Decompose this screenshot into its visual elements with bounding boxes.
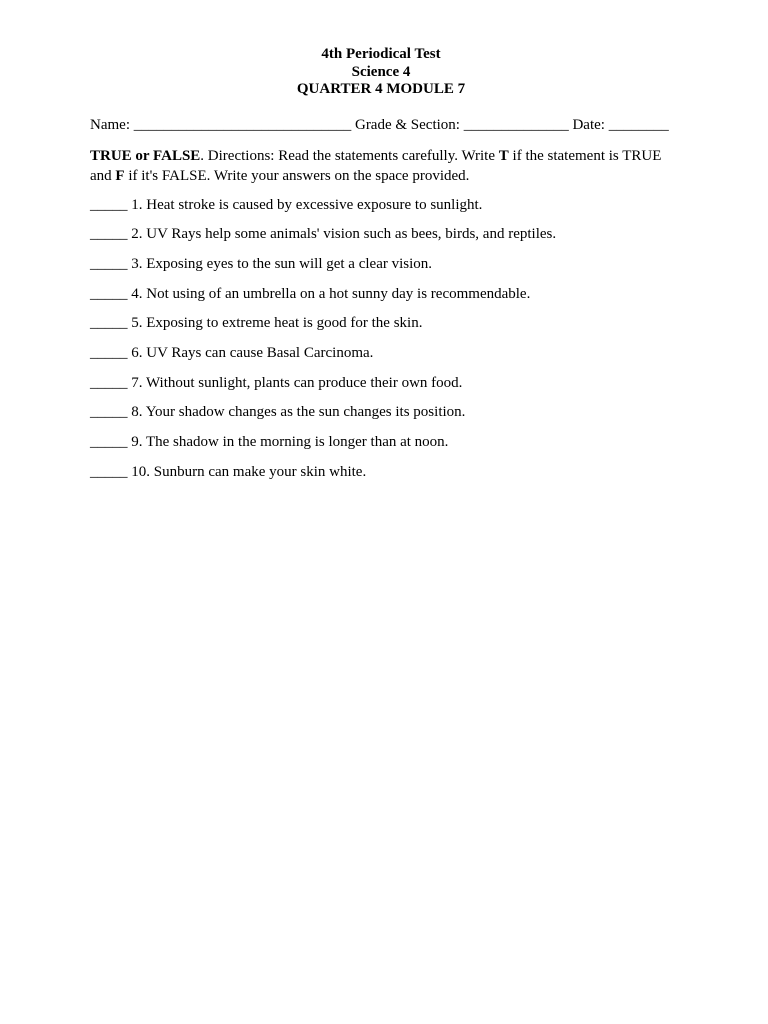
question-text: UV Rays help some animals' vision such as bees, birds, and reptiles.: [146, 226, 557, 243]
name-label: Name:: [90, 116, 130, 133]
question-text: The shadow in the morning is longer than at noon.: [145, 434, 449, 450]
subject-title: Science 4: [351, 63, 411, 80]
directions-heading: TRUE or FALSE: [90, 147, 201, 164]
question-text: Sunburn can make your skin white.: [153, 463, 367, 480]
question-text: Heat stroke is caused by excessive exposure to sunlight.: [146, 196, 483, 213]
question-text: UV Rays can cause Basal Carcinoma.: [146, 344, 374, 361]
question-number: 7.: [131, 374, 143, 391]
question-text: Not using of an umbrella on a hot sunny day is recommendable.: [146, 285, 531, 302]
question-item: [90, 403, 680, 433]
question-item: [90, 285, 680, 315]
test-page: [90, 46, 680, 492]
name-blank[interactable]: _____________________________: [133, 116, 352, 133]
grade-section-label: Grade & Section:: [354, 116, 460, 133]
false-letter: F: [115, 167, 125, 184]
question-number: 3.: [131, 255, 143, 272]
question-item: [90, 196, 680, 226]
date-label: Date:: [572, 116, 605, 133]
question-number: 4.: [131, 285, 143, 302]
question-number: 6.: [131, 344, 143, 361]
question-number: 10.: [131, 463, 150, 480]
answer-blank[interactable]: _____: [90, 463, 128, 480]
question-item: [90, 225, 680, 255]
test-title: 4th Periodical Test: [321, 46, 441, 62]
question-number: 8.: [131, 404, 143, 421]
question-number: 2.: [131, 226, 143, 243]
question-number: 1.: [131, 196, 143, 213]
directions-text-1: . Directions: Read the statements carefully. Write: [200, 147, 499, 164]
module-title: QUARTER 4 MODULE 7: [296, 81, 466, 97]
directions-text-2: if the statement is TRUE and: [90, 147, 662, 184]
answer-blank[interactable]: _____: [90, 226, 128, 243]
answer-blank[interactable]: _____: [90, 196, 128, 213]
directions-paragraph: [90, 146, 675, 186]
answer-blank[interactable]: _____: [90, 344, 128, 361]
answer-blank[interactable]: _____: [90, 374, 128, 391]
question-text: Exposing to extreme heat is good for the skin.: [146, 315, 423, 332]
question-list: [90, 196, 680, 493]
true-letter: T: [498, 147, 509, 164]
directions-text-3: if it's FALSE. Write your answers on the space provided.: [124, 167, 470, 184]
answer-blank[interactable]: _____: [90, 434, 128, 450]
answer-blank[interactable]: _____: [90, 315, 128, 332]
test-header: [86, 46, 676, 99]
question-text: Your shadow changes as the sun changes its position.: [145, 404, 466, 421]
question-text: Without sunlight, plants can produce their own food.: [145, 374, 463, 391]
question-item: [90, 463, 680, 493]
date-blank[interactable]: ________: [608, 116, 669, 133]
question-item: [90, 255, 680, 285]
question-number: 9.: [131, 434, 143, 450]
answer-blank[interactable]: _____: [90, 285, 128, 302]
question-number: 5.: [131, 315, 143, 332]
question-item: [90, 433, 680, 463]
grade-section-blank[interactable]: ______________: [463, 116, 569, 133]
question-text: Exposing eyes to the sun will get a clear vision.: [146, 255, 433, 272]
student-info-line: [90, 116, 680, 134]
question-item: [90, 314, 680, 344]
answer-blank[interactable]: _____: [90, 404, 128, 421]
question-item: [90, 344, 680, 374]
question-item: [90, 374, 680, 404]
answer-blank[interactable]: _____: [90, 255, 128, 272]
